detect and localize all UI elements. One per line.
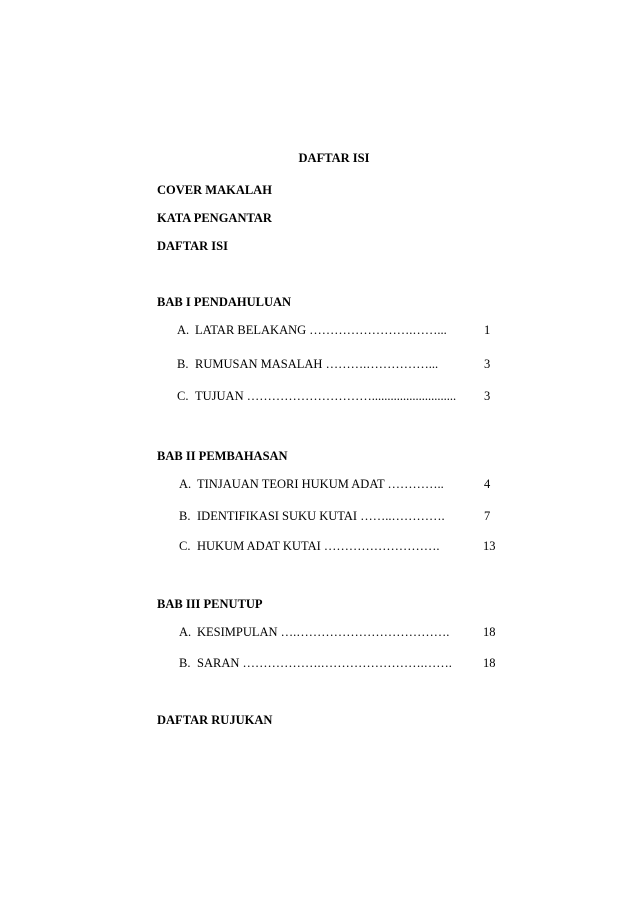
toc-entry-letter: C. <box>177 389 189 403</box>
toc-entry-text: TUJUAN …………………………........................... <box>195 389 457 403</box>
toc-entry-page: 3 <box>484 357 491 371</box>
toc-entry <box>179 625 449 640</box>
toc-entry-page: 4 <box>484 477 491 491</box>
toc-entry-text: IDENTIFIKASI SUKU KUTAI ……..…………. <box>197 509 445 523</box>
toc-entry-text: TINJAUAN TEORI HUKUM ADAT ………….. <box>197 477 444 491</box>
front-matter-daftar-isi: DAFTAR ISI <box>157 239 228 253</box>
toc-entry-text: KESIMPULAN ….………………………………. <box>197 625 450 639</box>
toc-entry-text: LATAR BELAKANG …………………….……... <box>195 323 447 337</box>
back-matter-daftar-rujukan: DAFTAR RUJUKAN <box>157 713 273 727</box>
chapter-heading-bab-3: BAB III PENUTUP <box>157 597 263 611</box>
toc-entry-letter: A. <box>179 625 192 639</box>
toc-entry-letter: A. <box>177 323 190 337</box>
chapter-heading-bab-2: BAB II PEMBAHASAN <box>157 449 288 463</box>
toc-entry <box>179 477 444 492</box>
toc-entry-page: 13 <box>483 539 496 553</box>
toc-entry-text: RUMUSAN MASALAH ……….……………... <box>195 357 439 371</box>
toc-entry-letter: A. <box>179 477 192 491</box>
front-matter-kata-pengantar: KATA PENGANTAR <box>157 211 272 225</box>
toc-entry-text: HUKUM ADAT KUTAI ………………………. <box>197 539 440 553</box>
front-matter-cover: COVER MAKALAH <box>157 183 272 197</box>
toc-entry-letter: B. <box>179 656 191 670</box>
toc-entry-page: 3 <box>484 389 491 403</box>
toc-entry <box>177 357 438 372</box>
toc-entry-letter: C. <box>179 539 191 553</box>
toc-entry <box>179 539 440 554</box>
toc-entry <box>177 323 447 338</box>
toc-entry-page: 18 <box>483 625 496 639</box>
toc-entry <box>179 509 445 524</box>
chapter-heading-bab-1: BAB I PENDAHULUAN <box>157 295 292 309</box>
toc-entry-text: SARAN ……………….…………………….……. <box>197 656 452 670</box>
toc-entry-page: 7 <box>484 509 491 523</box>
toc-entry-page: 1 <box>484 323 491 337</box>
toc-entry-letter: B. <box>177 357 189 371</box>
toc-entry-letter: B. <box>179 509 191 523</box>
toc-entry <box>177 389 456 404</box>
toc-entry <box>179 656 452 671</box>
toc-entry-page: 18 <box>483 656 496 670</box>
page-title: DAFTAR ISI <box>298 151 370 165</box>
